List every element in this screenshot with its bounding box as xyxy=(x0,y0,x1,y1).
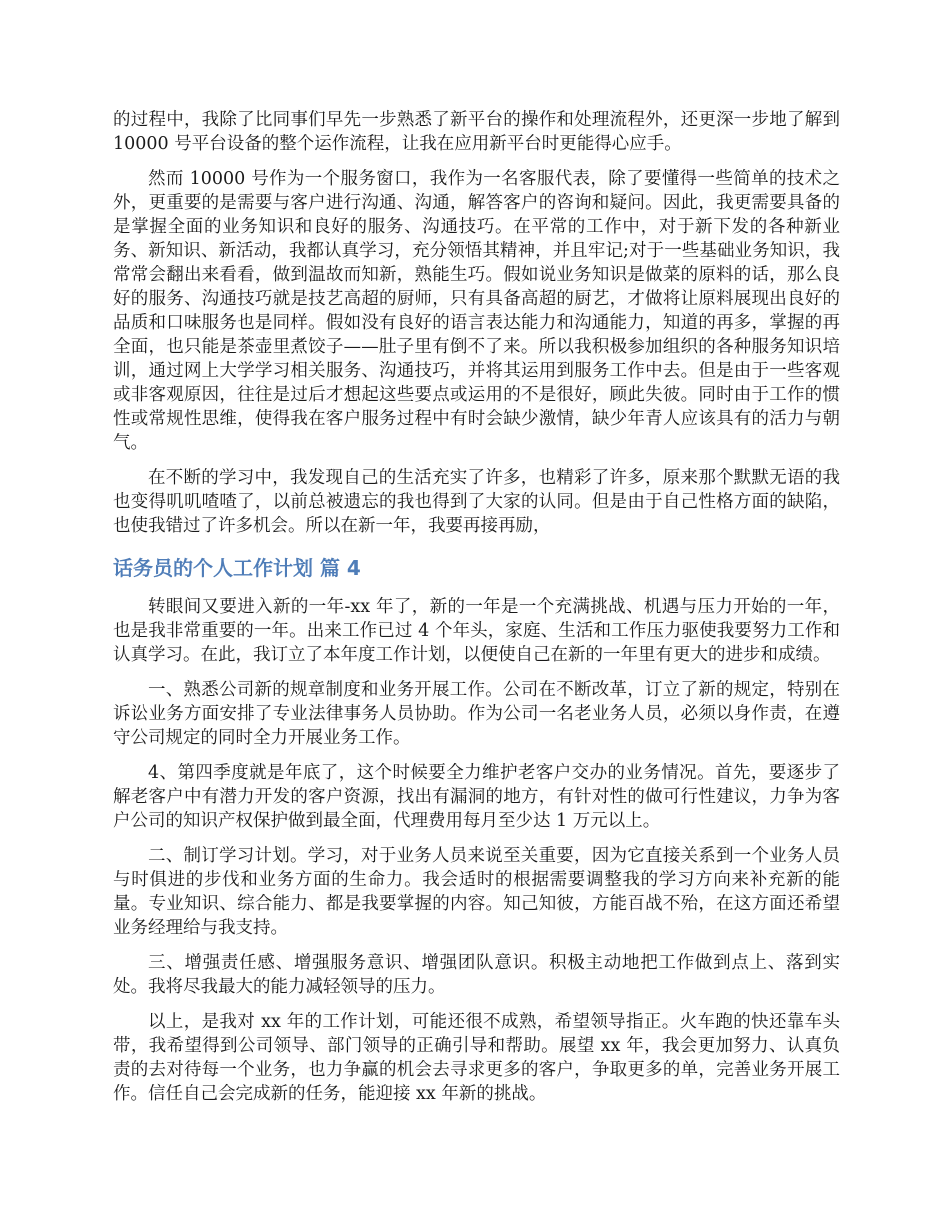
section-heading: 话务员的个人工作计划 篇 4 xyxy=(113,556,361,580)
paragraph-intro: 转眼间又要进入新的一年-xx 年了，新的一年是一个充满挑战、机遇与压力开始的一年，也是我非常重要的一年。出来工作已过 4 个年头，家庭、生活和工作压力驱使我要努力工作和认真学习。在此，我订立了本年度工作计划，以便使自己在新的一年里有更大的进步和成绩。 xyxy=(113,597,840,665)
paragraph-customer-service: 然而 10000 号作为一个服务窗口，我作为一名客服代表，除了要懂得一些简单的技术之外，更重要的是需要与客户进行沟通、沟通，解答客户的咨询和疑问。因此，我更需要具备的是掌握全面的业务知识和良好的服务、沟通技巧。在平常的工作中，对于新下发的各种新业务、新知识、新活动，我都认真学习，充分领悟其精神，并且牢记;对于一些基础业务知识，我常常会翻出来看看，做到温故而知新，熟能生巧。假如说业务知识是做菜的原料的话，那么良好的服务、沟通技巧就是技艺高超的厨师，只有具备高超的厨艺，才做将让原料展现出良好的品质和口味服务也是同样。假如没有良好的语言表达能力和沟通能力，知道的再多，掌握的再全面，也只能是茶壶里煮饺子——肚子里有倒不了来。所以我积极参加组织的各种服务知识培训，通过网上大学学习相关服务、沟通技巧，并将其运用到服务工作中去。但是由于一些客观或非客观原因，往往是过后才想起这些要点或运用的不是很好，顾此失彼。同时由于工作的惯性或常规性思维，使得我在客户服务过程中有时会缺少激情，缺少年青人应该具有的活力与朝气。 xyxy=(113,169,840,453)
paragraph-item-fourth-quarter: 4、第四季度就是年底了，这个时候要全力维护老客户交办的业务情况。首先，要逐步了解老客户中有潜力开发的客户资源，找出有漏洞的地方，有针对性的做可行性建议，力争为客户公司的知识产权保护做到最全面，代理费用每月至少达 1 万元以上。 xyxy=(113,763,840,831)
paragraph-item-responsibility: 三、增强责任感、增强服务意识、增强团队意识。积极主动地把工作做到点上、落到实处。我将尽我最大的能力减轻领导的压力。 xyxy=(113,953,840,997)
document-page xyxy=(113,108,840,1106)
paragraph-learning: 在不断的学习中，我发现自己的生活充实了许多，也精彩了许多，原来那个默默无语的我也变得叽叽喳喳了，以前总被遗忘的我也得到了大家的认同。但是由于自己性格方面的缺陷，也使我错过了许多机会。所以在新一年，我要再接再励， xyxy=(113,468,840,536)
paragraph-item-regulations: 一、熟悉公司新的规章制度和业务开展工作。公司在不断改革，订立了新的规定，特别在诉讼业务方面安排了专业法律事务人员协助。作为公司一名老业务人员，必须以身作责，在遵守公司规定的同时全力开展业务工作。 xyxy=(113,680,840,748)
paragraph-item-study-plan: 二、制订学习计划。学习，对于业务人员来说至关重要，因为它直接关系到一个业务人员与时俱进的步伐和业务方面的生命力。我会适时的根据需要调整我的学习方向来补充新的能量。专业知识、综合能力、都是我要掌握的内容。知己知彼，方能百战不殆，在这方面还希望业务经理给与我支持。 xyxy=(113,846,840,938)
paragraph-continuation: 的过程中，我除了比同事们早先一步熟悉了新平台的操作和处理流程外，还更深一步地了解到 10000 号平台设备的整个运作流程，让我在应用新平台时更能得心应手。 xyxy=(113,110,840,154)
paragraph-conclusion: 以上，是我对 xx 年的工作计划，可能还很不成熟，希望领导指正。火车跑的快还靠车头带，我希望得到公司领导、部门领导的正确引导和帮助。展望 xx 年，我会更加努力、认真负责的去对待每一个业务，也力争赢的机会去寻求更多的客户，争取更多的单，完善业务开展工作。信任自己会完成新的任务，能迎接 xx 年新的挑战。 xyxy=(113,1012,840,1104)
